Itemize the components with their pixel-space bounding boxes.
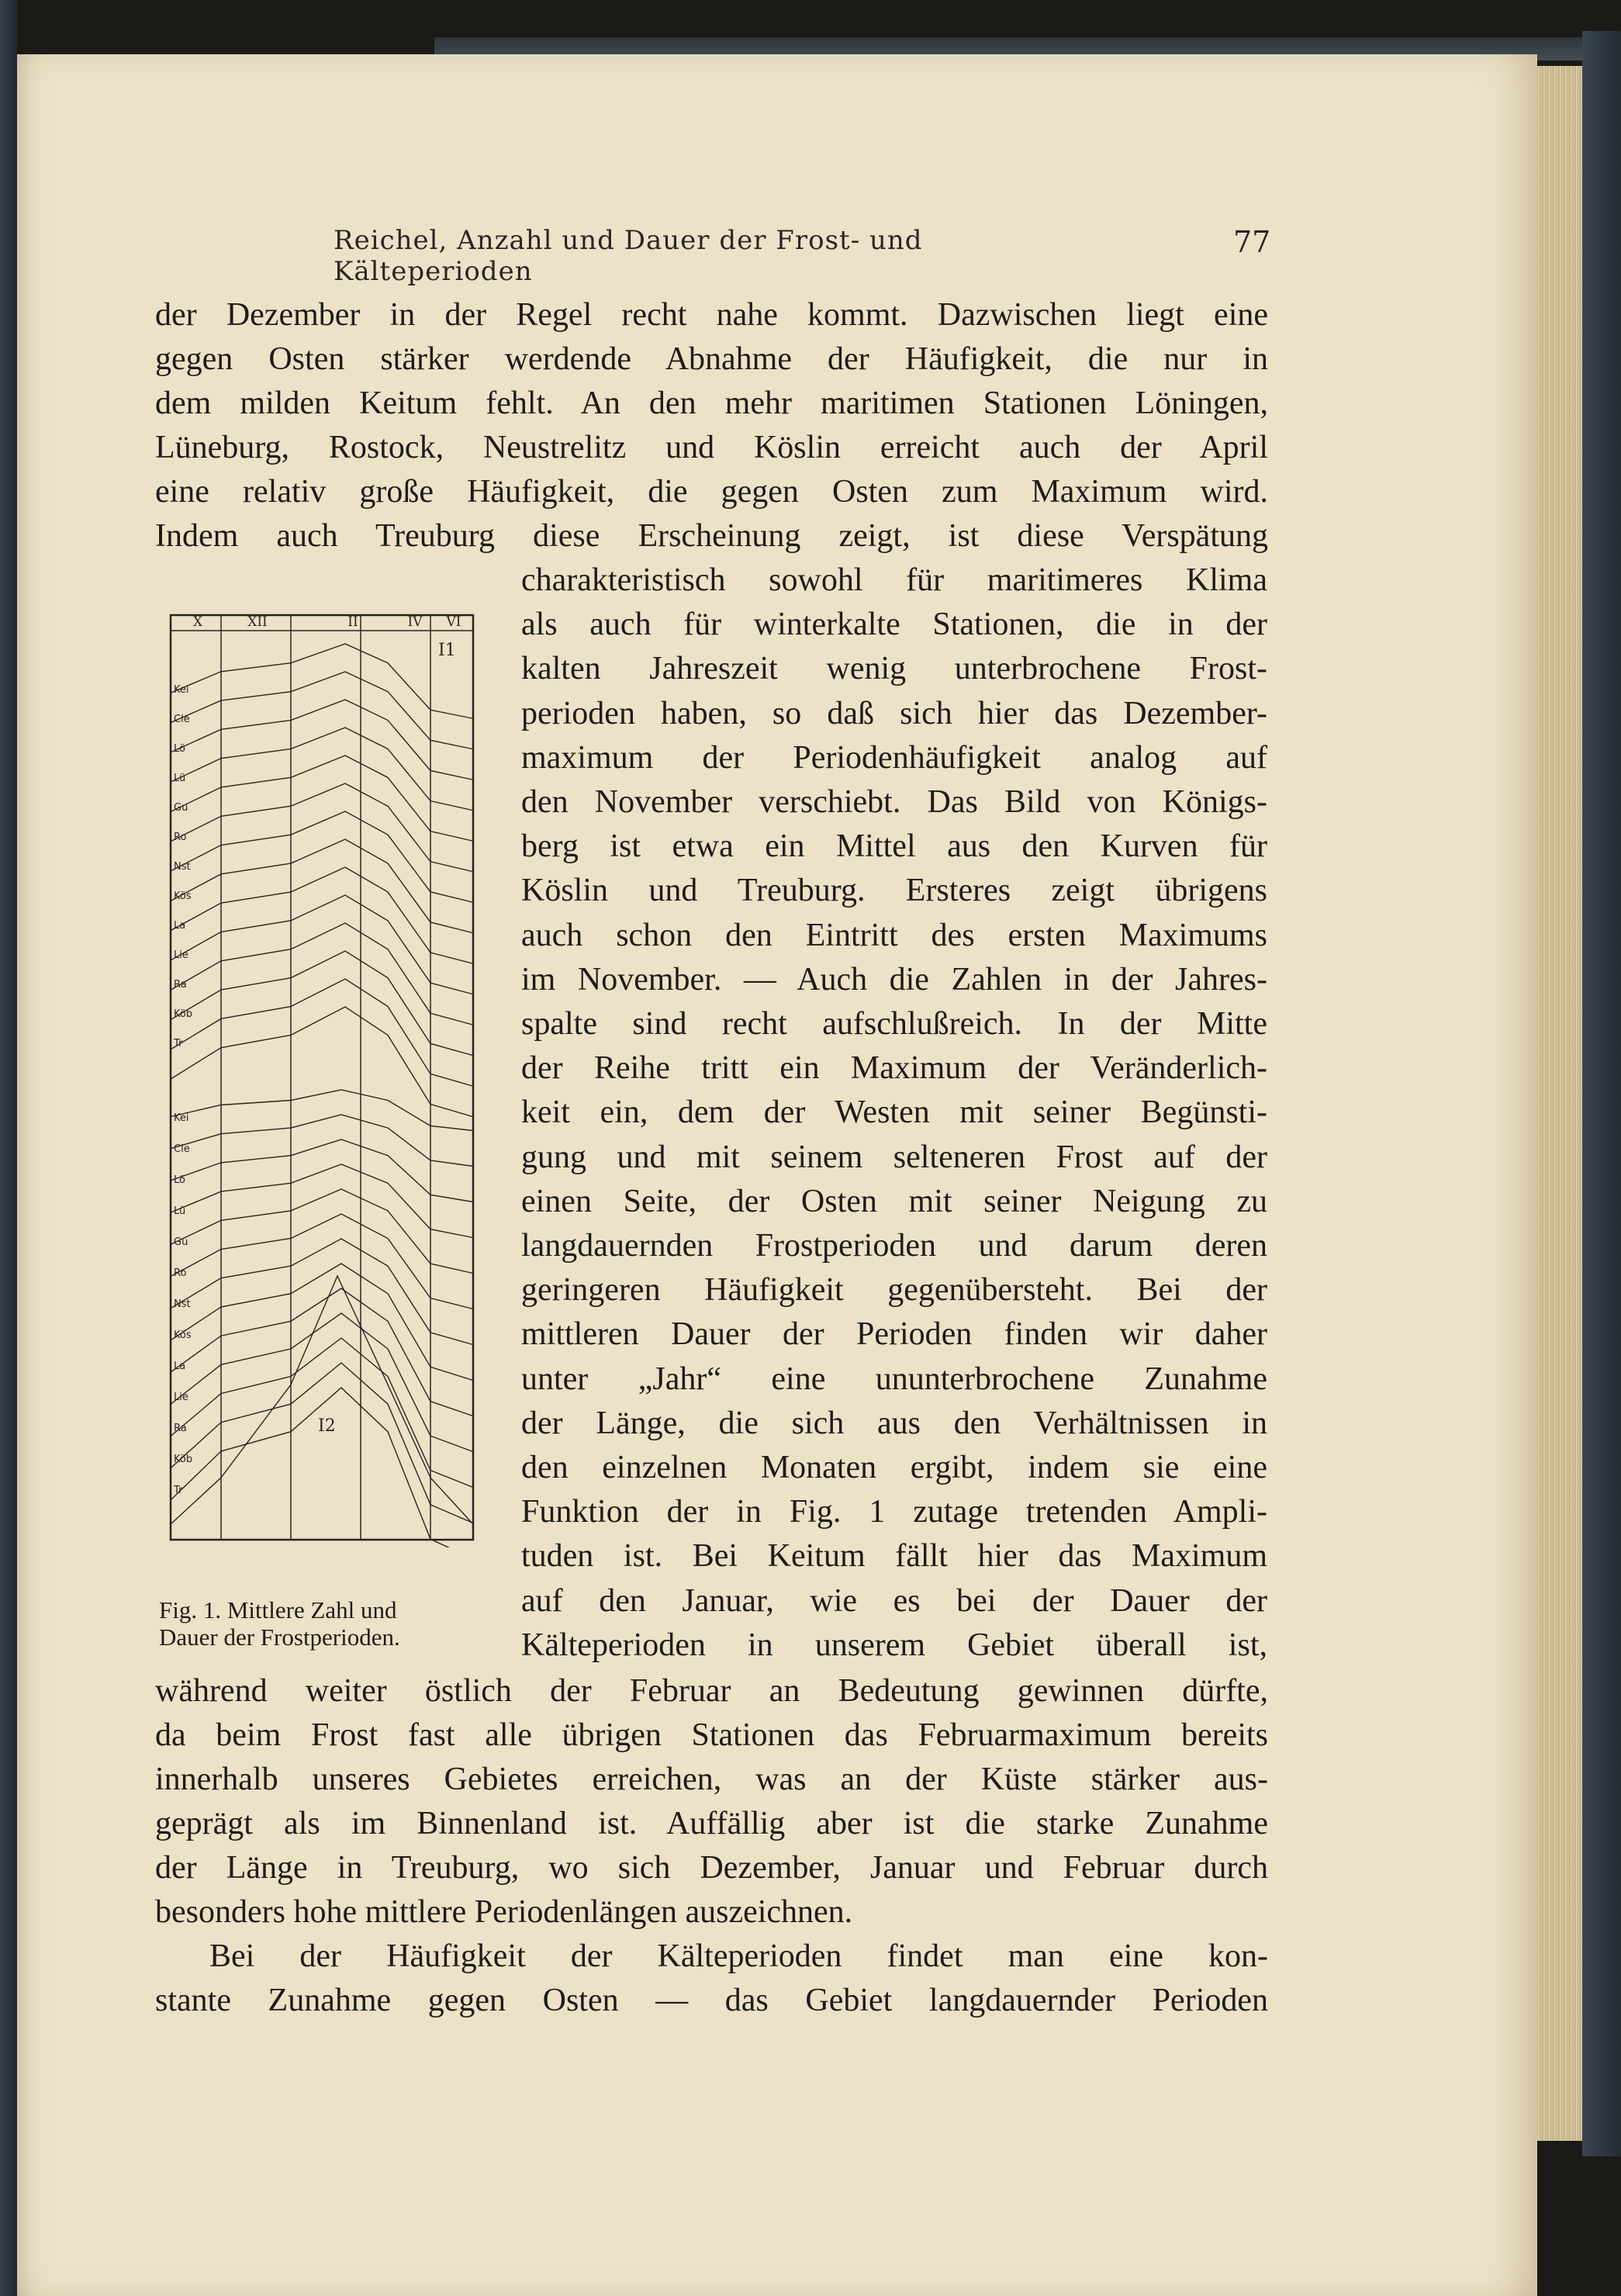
station-label: Kei xyxy=(174,1112,189,1124)
station-curve xyxy=(171,644,473,718)
text-line: mittleren Dauer der Perioden finden wir daher xyxy=(521,1316,1267,1353)
text-line: geringeren Häufigkeit gegenübersteht. Bei der xyxy=(521,1272,1267,1309)
text-line: unter „Jahr“ eine ununterbrochene Zunahme xyxy=(521,1361,1267,1397)
station-curve xyxy=(171,1164,473,1238)
text-line: der Länge, die sich aus den Verhältnissen in xyxy=(521,1405,1267,1441)
station-label: Lü xyxy=(174,773,186,784)
station-curve xyxy=(171,867,473,963)
station-label: Cle xyxy=(174,1143,190,1155)
text-line: Köslin und Treuburg. Ersteres zeigt übrigens xyxy=(521,873,1267,909)
station-curve xyxy=(171,1363,473,1523)
text-line: da beim Frost fast alle übrigen Stationen das Februarmaximum bereits xyxy=(155,1717,1268,1753)
text-line: perioden haben, so daß sich hier das Dezember- xyxy=(521,695,1267,731)
text-line: den November verschiebt. Das Bild von Königs- xyxy=(521,784,1267,820)
text-line: maximum der Periodenhäufigkeit analog auf xyxy=(521,739,1267,776)
book-cover-left xyxy=(0,0,17,2296)
figure-caption-line2: Dauer der Frostperioden. xyxy=(159,1623,400,1651)
figure-frost-periods xyxy=(155,609,489,1547)
station-curve xyxy=(171,979,473,1086)
station-curve xyxy=(171,839,473,933)
station-curve xyxy=(171,728,473,811)
month-header: II xyxy=(347,614,358,630)
figure-frame xyxy=(171,615,473,1540)
text-line: einen Seite, der Osten mit seiner Neigung zu xyxy=(521,1183,1267,1219)
text-line: der Länge in Treuburg, wo sich Dezember, Januar und Februar durch xyxy=(155,1850,1268,1886)
text-line: der Reihe tritt ein Maximum der Veränderlich- xyxy=(521,1050,1267,1087)
page-number: 77 xyxy=(1233,225,1271,259)
station-label: Tr xyxy=(174,1038,183,1049)
text-line: Bei der Häufigkeit der Kälteperioden findet man eine kon- xyxy=(209,1938,1268,1974)
text-line: stante Zunahme gegen Osten — das Gebiet langdauernder Perioden xyxy=(155,1983,1268,2018)
station-label: Lie xyxy=(174,949,188,961)
month-header: XII xyxy=(247,614,268,630)
station-curve xyxy=(171,811,473,902)
station-curve xyxy=(171,1115,473,1167)
text-line: gung und mit seinem selteneren Frost auf der xyxy=(521,1139,1267,1175)
station-label: Lö xyxy=(174,743,185,755)
station-curve xyxy=(171,951,473,1056)
book-spine xyxy=(1582,31,1621,2156)
running-title: Reichel, Anzahl und Dauer der Frost- und Kälteperioden xyxy=(334,225,923,287)
station-label: Ra xyxy=(174,979,187,991)
text-line: gegen Osten stärker werdende Abnahme der Häufigkeit, die nur in xyxy=(155,341,1268,377)
text-line: auf den Januar, wie es bei der Dauer der xyxy=(521,1582,1267,1619)
station-label: Gu xyxy=(174,1236,188,1248)
text-line: kalten Jahreszeit wenig unterbrochene Frost- xyxy=(521,651,1267,687)
text-line: als auch für winterkalte Stationen, die in der xyxy=(521,607,1267,643)
panel-label: I2 xyxy=(318,1416,336,1436)
month-header: X xyxy=(192,614,203,630)
station-curve xyxy=(171,1007,473,1117)
station-label: Kös xyxy=(174,1330,192,1341)
month-header: VI xyxy=(446,614,461,630)
station-curve xyxy=(171,1090,473,1131)
station-label: Kei xyxy=(174,684,189,696)
station-label: Ro xyxy=(174,1267,187,1279)
station-label: Cle xyxy=(174,714,190,725)
station-curve xyxy=(171,1276,473,1524)
text-line: Indem auch Treuburg diese Erscheinung zeigt, ist diese Verspätung xyxy=(155,518,1268,554)
station-label: Lie xyxy=(174,1392,188,1403)
text-line: keit ein, dem der Westen mit seiner Begünsti- xyxy=(521,1094,1267,1131)
text-line: geprägt als im Binnenland ist. Auffällig aber ist die starke Zunahme xyxy=(155,1806,1268,1841)
station-label: La xyxy=(174,920,186,932)
text-line: langdauernden Frostperioden und darum deren xyxy=(521,1228,1267,1264)
station-label: Köb xyxy=(174,1008,193,1020)
text-line: Funktion der in Fig. 1 zutage tretenden Ampli- xyxy=(521,1494,1267,1530)
text-line: Kälteperioden in unserem Gebiet überall ist, xyxy=(521,1627,1267,1663)
station-curve xyxy=(171,672,473,749)
text-line: charakteristisch sowohl für maritimeres Klima xyxy=(521,562,1267,598)
station-label: Lö xyxy=(174,1174,185,1186)
panel-label: I1 xyxy=(438,641,456,660)
station-curve xyxy=(171,895,473,994)
station-curve xyxy=(171,1388,473,1547)
station-label: Ro xyxy=(174,832,187,843)
text-line: tuden ist. Bei Keitum fällt hier das Maximum xyxy=(521,1538,1267,1575)
text-line: den einzelnen Monaten ergibt, indem sie eine xyxy=(521,1450,1267,1485)
figure-graphic xyxy=(155,609,489,1547)
station-label: Kös xyxy=(174,890,192,902)
text-line: berg ist etwa ein Mittel aus den Kurven für xyxy=(521,828,1267,865)
text-line: eine relativ große Häufigkeit, die gegen Osten zum Maximum wird. xyxy=(155,474,1268,510)
station-label: Tr xyxy=(174,1485,183,1496)
station-curve xyxy=(171,923,473,1025)
text-line: dem milden Keitum fehlt. An den mehr maritimen Stationen Löningen, xyxy=(155,386,1268,421)
station-label: Nst xyxy=(174,861,191,873)
figure-caption-line1: Fig. 1. Mittlere Zahl und xyxy=(159,1596,397,1623)
text-line: Lüneburg, Rostock, Neustrelitz und Köslin erreicht auch der April xyxy=(155,430,1268,465)
text-line: spalte sind recht aufschlußreich. In der Mitte xyxy=(521,1006,1267,1042)
text-line: auch schon den Eintritt des ersten Maximums xyxy=(521,917,1267,953)
station-label: Lü xyxy=(174,1205,186,1217)
text-line: der Dezember in der Regel recht nahe kommt. Dazwischen liegt eine xyxy=(155,297,1268,333)
month-header: IV xyxy=(407,614,423,630)
text-line: während weiter östlich der Februar an Bedeutung gewinnen dürfte, xyxy=(155,1673,1268,1709)
station-label: Nst xyxy=(174,1298,191,1310)
station-label: Gu xyxy=(174,802,188,814)
text-line: im November. — Auch die Zahlen in der Jahres- xyxy=(521,961,1267,998)
station-curve xyxy=(171,1239,473,1345)
text-line: innerhalb unseres Gebietes erreichen, was an der Küste stärker aus- xyxy=(155,1762,1268,1797)
station-label: Köb xyxy=(174,1454,193,1465)
station-curve xyxy=(171,700,473,780)
text-line: besonders hohe mittlere Periodenlängen auszeichnen. xyxy=(155,1894,853,1930)
station-curve xyxy=(171,1189,473,1274)
station-curve xyxy=(171,1214,473,1309)
station-label: Ra xyxy=(174,1423,187,1434)
station-curve xyxy=(171,1139,473,1202)
station-curve xyxy=(171,1338,473,1488)
station-label: La xyxy=(174,1361,186,1372)
